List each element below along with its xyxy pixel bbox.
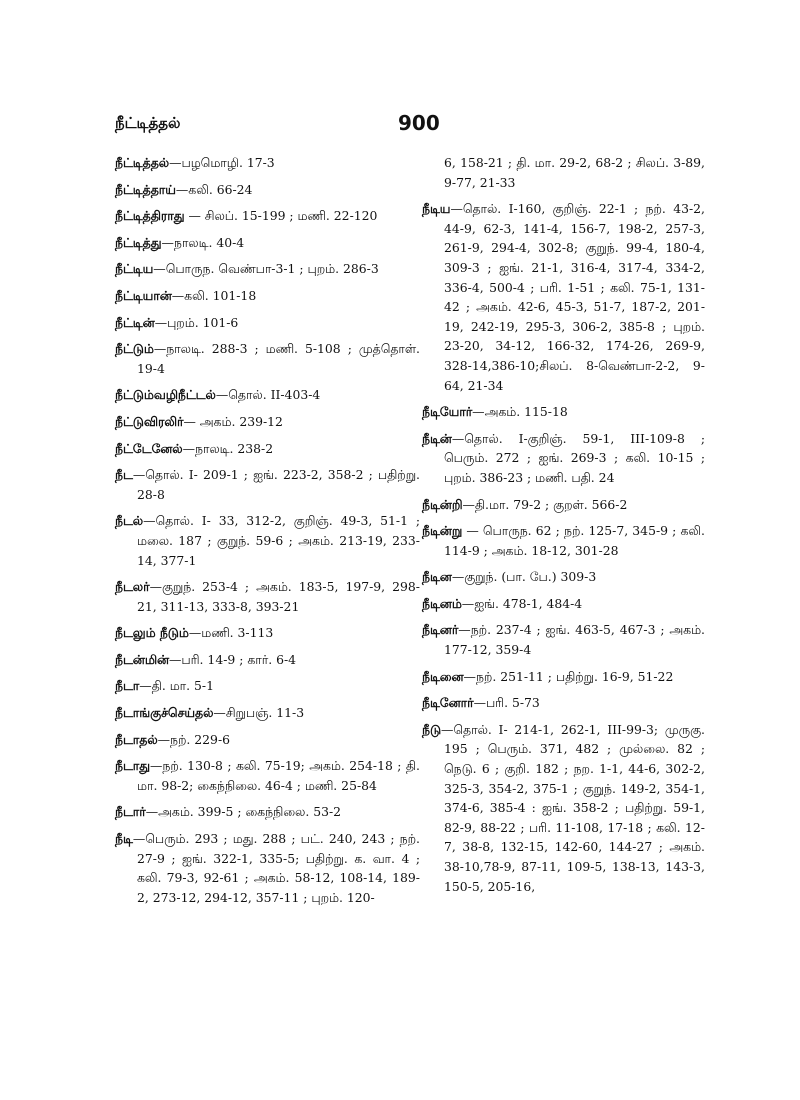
entry-references: —தொல். I- 214-1, 262-1, III-99-3; முருகு. 195 ; பெரும். 371, 482 ; முல்லை. 82 ; நெடு. 6 ; குறி. 182 ; நற. 1-1, 44-6, 302-2, 325-3, 354-2, 375-1 ; குறுந். 149-2, 354-1, 374-6, 385-4 : ஐங். 358-2 ; பதிற்று. 59-1, 82-9, 88-22 ; பரி. 11-108, 17-18 ; கலி. 12-7, 38-8, 132-15, 142-60, 144-27 ; அகம். 38-10,78-9, 87-11, 109-5, 138-13, 143-3, 150-5, 205-16, bbox=[441, 721, 705, 894]
dictionary-entry bbox=[115, 439, 420, 459]
entry-references: —தொல். I-குறிஞ். 59-1, III-109-8 ; பெரும். 272 ; ஐங். 269-3 ; கலி. 10-15 ; புறம். 386-23 ; மணி. பதி. 24 bbox=[444, 430, 705, 485]
entry-headword: நீட்டேனேல் bbox=[115, 440, 183, 456]
dictionary-entry bbox=[422, 402, 705, 422]
dictionary-entry bbox=[115, 233, 420, 253]
entry-headword: நீடு bbox=[422, 721, 441, 737]
entry-headword: நீடலர் bbox=[115, 579, 150, 595]
entry-headword: நீடின்றி bbox=[422, 496, 463, 512]
dictionary-entry bbox=[422, 495, 705, 515]
entry-references: 6, 158-21 ; தி. மா. 29-2, 68-2 ; சிலப். 3-89, 9-77, 21-33 bbox=[444, 155, 705, 190]
page-number: 900 bbox=[398, 111, 440, 135]
entry-references: —நற். 229-6 bbox=[157, 731, 231, 747]
entry-headword: நீடா bbox=[115, 678, 140, 694]
entry-references: —நாலடி. 238-2 bbox=[182, 440, 274, 456]
dictionary-entry bbox=[422, 521, 705, 560]
dictionary-entry bbox=[115, 511, 420, 570]
entry-headword: நீடியோர் bbox=[422, 404, 473, 420]
dictionary-entry bbox=[115, 180, 420, 200]
entry-references: —மணி. 3-113 bbox=[188, 625, 274, 641]
entry-references: —பெரும். 293 ; மது. 288 ; பட். 240, 243 ; நற். 27-9 ; ஐங். 322-1, 335-5; பதிற்று. க. வா. 4 ; கலி. 79-3, 92-61 ; அகம். 58-12, 108-14, 189-2, 273-12, 294-12, 357-11 ; புறம். 120- bbox=[132, 831, 420, 905]
entry-headword: நீடாங்குச்செய்தல் bbox=[115, 705, 214, 721]
dictionary-entry bbox=[115, 286, 420, 306]
entry-references: —தி. மா. 5-1 bbox=[139, 678, 214, 694]
dictionary-entry bbox=[115, 313, 420, 333]
dictionary-entry bbox=[115, 802, 420, 822]
dictionary-entry bbox=[422, 199, 705, 395]
entry-references: —அகம். 115-18 bbox=[472, 404, 568, 420]
entry-headword: நீடின் bbox=[422, 430, 452, 446]
entry-headword: நீடினம் bbox=[422, 595, 462, 611]
entry-references: —நாலடி. 288-3 ; மணி. 5-108 ; முத்தொள். 19-4 bbox=[137, 341, 420, 376]
dictionary-entry bbox=[422, 594, 705, 614]
entry-headword: நீடி bbox=[115, 831, 133, 847]
dictionary-entry bbox=[115, 259, 420, 279]
running-head: நீட்டித்தல் bbox=[115, 114, 181, 132]
entry-references: —தொல். I- 33, 312-2, குறிஞ். 49-3, 51-1 ; மலை. 187 ; குறுந். 59-6 ; அகம். 213-19, 233-14, 377-1 bbox=[137, 513, 420, 568]
dictionary-entry bbox=[115, 577, 420, 616]
entry-references: —குறுந். (பா. பே.) 309-3 bbox=[451, 569, 597, 585]
entry-headword: நீட்டுவிரலிர் bbox=[115, 413, 184, 429]
dictionary-entry bbox=[115, 756, 420, 795]
right-column bbox=[422, 153, 705, 903]
dictionary-entry bbox=[115, 650, 420, 670]
entry-references: —சிறுபஞ். 11-3 bbox=[213, 705, 305, 721]
entry-references: —புறம். 101-6 bbox=[154, 314, 239, 330]
entry-headword: நீடாது bbox=[115, 758, 151, 774]
entry-headword: நீடார் bbox=[115, 804, 146, 820]
entry-headword: நீடல் bbox=[115, 513, 144, 529]
dictionary-entry bbox=[115, 385, 420, 405]
entry-headword: நீட்டும் bbox=[115, 341, 154, 357]
entry-headword: நீடலும் நீடும் bbox=[115, 625, 189, 641]
entry-references: —தொல். II-403-4 bbox=[215, 387, 321, 403]
dictionary-entry bbox=[115, 829, 420, 907]
entry-headword: நீட bbox=[115, 467, 133, 483]
dictionary-entry bbox=[115, 153, 420, 173]
entry-headword: நீட்டியான் bbox=[115, 287, 172, 303]
entry-references: —நாலடி. 40-4 bbox=[161, 234, 245, 250]
entry-headword: நீட்டிய bbox=[115, 261, 154, 277]
entry-references: —நற். 130-8 ; கலி. 75-19; அகம். 254-18 ; தி. மா. 98-2; கைந்நிலை. 46-4 ; மணி. 25-84 bbox=[137, 758, 420, 793]
dictionary-entry bbox=[422, 429, 705, 488]
entry-references: — பொருந. 62 ; நற். 125-7, 345-9 ; கலி. 114-9 ; அகம். 18-12, 301-28 bbox=[444, 523, 705, 558]
entry-references: —தி.மா. 79-2 ; குறள். 566-2 bbox=[462, 496, 628, 512]
entry-references: —தொல். I-160, குறிஞ். 22-1 ; நற். 43-2, 44-9, 62-3, 141-4, 156-7, 198-2, 257-3, 261-9, 294-4, 302-8; குறுந். 99-4, 180-4, 309-3 ; ஐங். 21-1, 316-4, 317-4, 334-2, 336-4, 500-4 ; பரி. 1-51 ; கலி. 75-1, 131-42 ; அகம். 42-6, 45-3, 51-7, 187-2, 201-19, 242-19, 295-3, 306-2, 385-8 ; புறம். 23-20, 34-12, 166-32, 174-26, 269-9, 328-14,386-10;சிலப். 8-வெண்பா-2-2, 9-64, 21-34 bbox=[444, 201, 705, 393]
dictionary-entry bbox=[422, 620, 705, 659]
entry-references: —பரி. 5-73 bbox=[473, 695, 540, 711]
entry-headword: நீட்டும்வழிநீட்டல் bbox=[115, 387, 216, 403]
dictionary-entry bbox=[422, 693, 705, 713]
dictionary-entry bbox=[115, 623, 420, 643]
dictionary-entry bbox=[115, 412, 420, 432]
entry-headword: நீடாதல் bbox=[115, 731, 158, 747]
entry-references: — சிலப். 15-199 ; மணி. 22-120 bbox=[184, 208, 378, 224]
entry-headword: நீடினை bbox=[422, 668, 464, 684]
dictionary-entry bbox=[115, 339, 420, 378]
entry-references: —பரி. 14-9 ; கார். 6-4 bbox=[169, 651, 297, 667]
entry-references: —குறுந். 253-4 ; அகம். 183-5, 197-9, 298-21, 311-13, 333-8, 393-21 bbox=[137, 579, 420, 614]
entry-references: —ஐங். 478-1, 484-4 bbox=[461, 595, 583, 611]
dictionary-entry bbox=[422, 567, 705, 587]
entry-headword: நீடன்மின் bbox=[115, 651, 170, 667]
entry-references: —கலி. 66-24 bbox=[175, 181, 253, 197]
entry-continuation bbox=[422, 153, 705, 192]
entry-headword: நீட்டின் bbox=[115, 314, 155, 330]
entry-headword: நீடின்று bbox=[422, 523, 463, 539]
dictionary-entry bbox=[115, 730, 420, 750]
dictionary-entry bbox=[115, 703, 420, 723]
entry-headword: நீடினர் bbox=[422, 622, 459, 638]
dictionary-entry bbox=[115, 465, 420, 504]
entry-headword: நீட்டித்தல் bbox=[115, 155, 170, 170]
entry-references: —கலி. 101-18 bbox=[171, 287, 257, 303]
entry-headword: நீட்டித்திராது bbox=[115, 208, 185, 224]
dictionary-entry bbox=[115, 676, 420, 696]
entry-references: —நற். 237-4 ; ஐங். 463-5, 467-3 ; அகம். 177-12, 359-4 bbox=[444, 622, 705, 658]
left-column bbox=[115, 153, 420, 914]
entry-headword: நீடினோர் bbox=[422, 695, 474, 711]
entry-headword: நீட்டித்தாய் bbox=[115, 181, 176, 197]
dictionary-entry bbox=[422, 667, 705, 687]
entry-references: —நற். 251-11 ; பதிற்று. 16-9, 51-22 bbox=[463, 668, 674, 684]
entry-references: —பழமொழி. 17-3 bbox=[169, 155, 275, 170]
dictionary-entry bbox=[115, 206, 420, 226]
dictionary-entry bbox=[422, 720, 705, 896]
entry-references: —தொல். I- 209-1 ; ஐங். 223-2, 358-2 ; பதிற்று. 28-8 bbox=[132, 467, 420, 502]
entry-references: — அகம். 239-12 bbox=[183, 413, 283, 429]
entry-references: —பொருந. வெண்பா-3-1 ; புறம். 286-3 bbox=[153, 261, 379, 277]
entry-headword: நீடின bbox=[422, 569, 452, 585]
entry-headword: நீட்டித்து bbox=[115, 234, 162, 250]
entry-references: —அகம். 399-5 ; கைந்நிலை. 53-2 bbox=[145, 804, 342, 820]
entry-headword: நீடிய bbox=[422, 201, 451, 217]
